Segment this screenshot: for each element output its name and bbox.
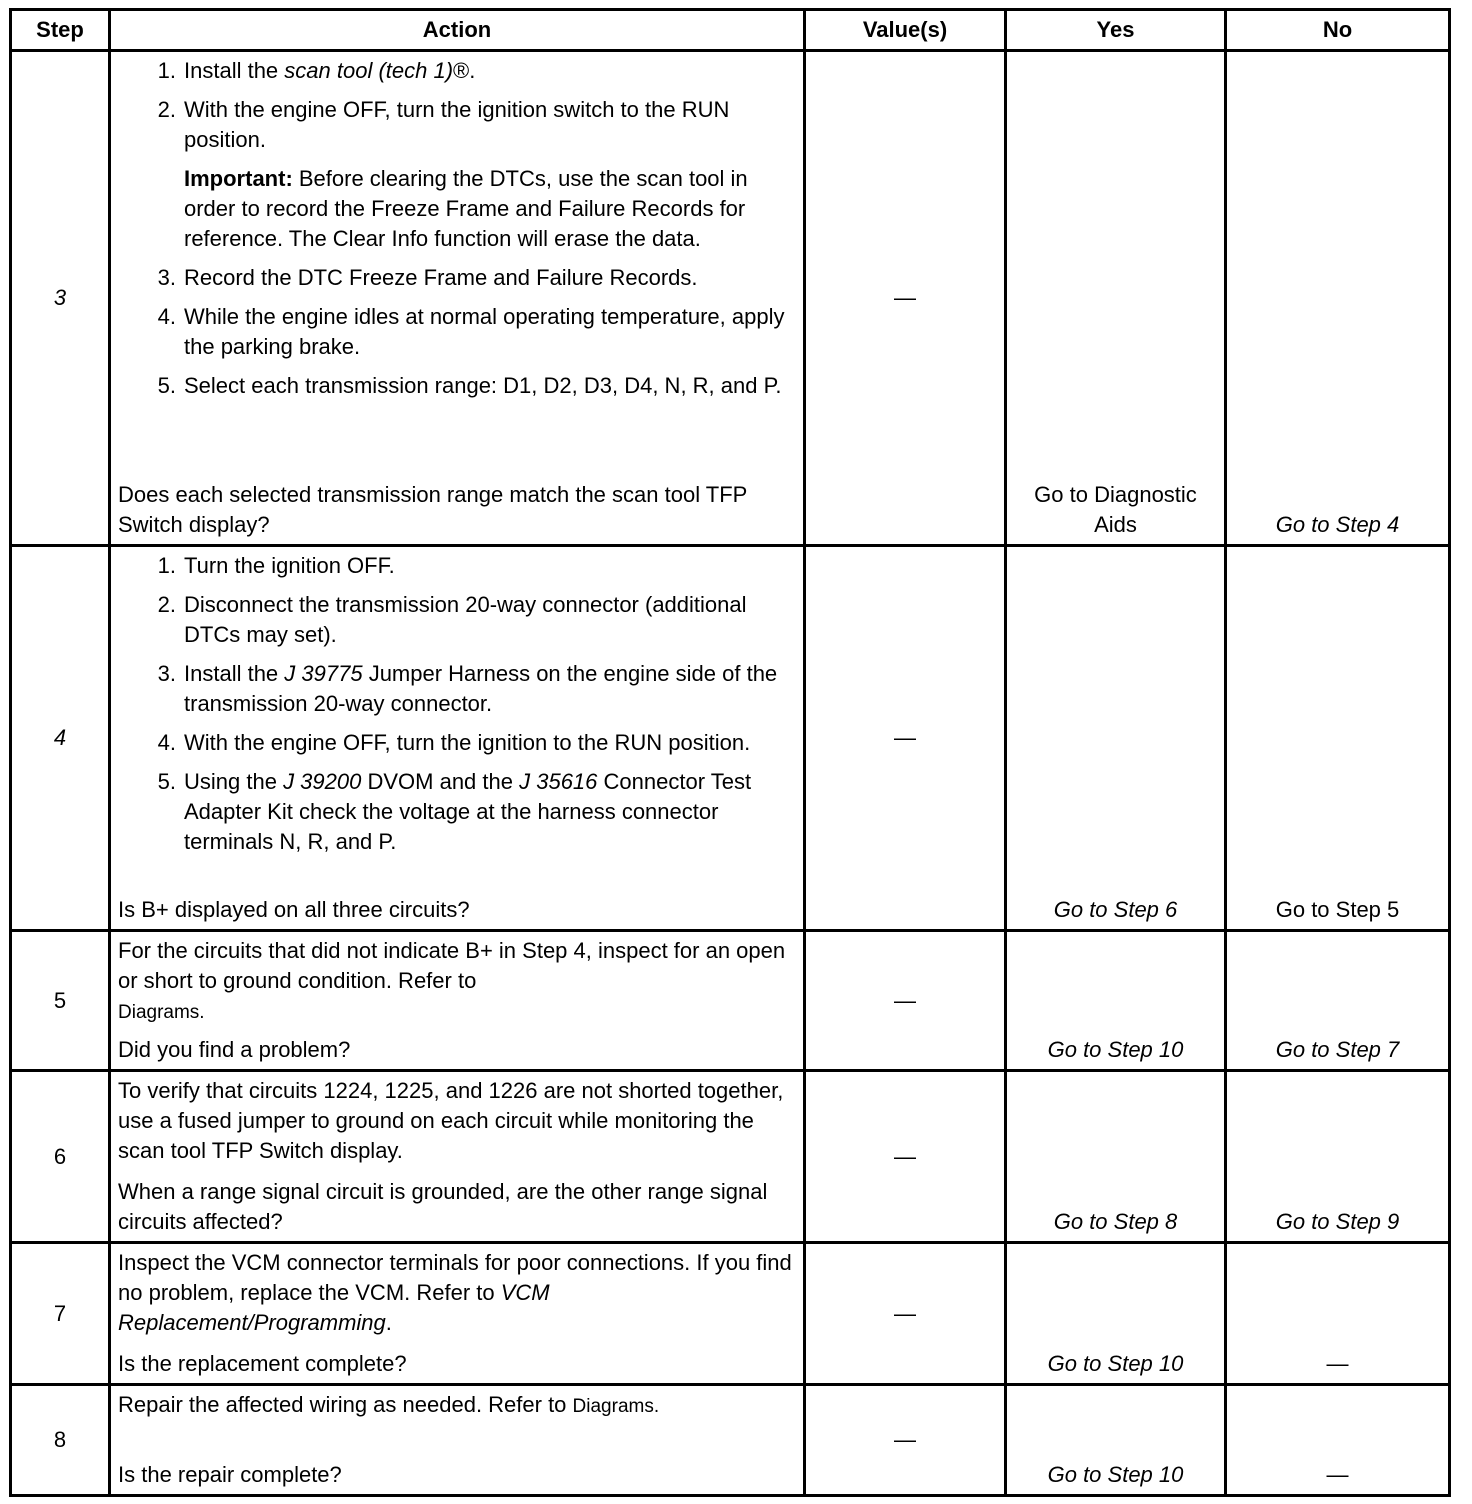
step-number: 3 (11, 51, 110, 546)
action-cell (110, 931, 805, 1071)
list-item: 1. Install the scan tool (tech 1)®. (157, 58, 476, 83)
action-cell (110, 1243, 805, 1385)
yes-cell[interactable]: Go to Step 10 (1006, 931, 1226, 1071)
yes-cell[interactable]: Go to Step 8 (1006, 1071, 1226, 1243)
value-cell: — (805, 1243, 1006, 1385)
table-row (11, 546, 1450, 931)
list-item: 5. Using the J 39200 DVOM and the J 35616 Connector Test Adapter Kit check the voltage at the harness connector terminals N, R, and P. (157, 769, 752, 854)
question-text: Did you find a problem? (118, 1037, 351, 1062)
step-number: 8 (11, 1385, 110, 1496)
question-text: Is B+ displayed on all three circuits? (118, 897, 470, 922)
value-cell: — (805, 1385, 1006, 1496)
action-text: For the circuits that did not indicate B+ in Step 4, inspect for an open or short to ground condition. Refer to Diagrams. (118, 938, 786, 1023)
vcm-link[interactable]: VCM Replacement/Programming (118, 1280, 550, 1335)
table-row (11, 51, 1450, 546)
no-cell[interactable]: Go to Step 7 (1226, 931, 1450, 1071)
list-item: 1. Turn the ignition OFF. (157, 553, 395, 578)
question-text: Is the repair complete? (118, 1462, 342, 1487)
value-cell: — (805, 546, 1006, 931)
list-item: 2. With the engine OFF, turn the ignition switch to the RUN position. (157, 97, 730, 152)
list-item: 3. Record the DTC Freeze Frame and Failure Records. (157, 265, 698, 290)
yes-cell[interactable]: Go to Step 6 (1006, 546, 1226, 931)
header-no: No (1226, 10, 1450, 51)
no-cell: — (1226, 1385, 1450, 1496)
diagnostic-table (9, 8, 1451, 1497)
question-text: Is the replacement complete? (118, 1351, 407, 1376)
no-cell[interactable]: Go to Step 4 (1226, 51, 1450, 546)
no-cell: — (1226, 1243, 1450, 1385)
table-row (11, 1385, 1450, 1496)
action-text: Repair the affected wiring as needed. Refer to Diagrams. (118, 1392, 660, 1417)
step-number: 5 (11, 931, 110, 1071)
action-text: To verify that circuits 1224, 1225, and 1226 are not shorted together, use a fused jumper to ground on each circuit while monitoring the scan tool TFP Switch display. (118, 1078, 784, 1163)
action-cell (110, 1385, 805, 1496)
header-values: Value(s) (805, 10, 1006, 51)
value-cell: — (805, 51, 1006, 546)
no-cell[interactable]: Go to Step 5 (1226, 546, 1450, 931)
important-note: Important: Before clearing the DTCs, use the scan tool in order to record the Freeze Frame and Failure Records for reference. The Clear Info function will erase the data. (184, 166, 748, 251)
action-cell (110, 51, 805, 546)
no-cell[interactable]: Go to Step 9 (1226, 1071, 1450, 1243)
list-item: 4. With the engine OFF, turn the ignition to the RUN position. (157, 730, 751, 755)
question-text: When a range signal circuit is grounded, are the other range signal circuits affected? (118, 1179, 768, 1234)
header-yes: Yes (1006, 10, 1226, 51)
step-number: 6 (11, 1071, 110, 1243)
action-cell (110, 1071, 805, 1243)
table-row (11, 1071, 1450, 1243)
action-text: Inspect the VCM connector terminals for poor connections. If you find no problem, replace the VCM. Refer to VCM Replacement/Programming. (118, 1250, 792, 1335)
list-item: 5. Select each transmission range: D1, D2, D3, D4, N, R, and P. (157, 373, 782, 398)
yes-cell[interactable]: Go to Step 10 (1006, 1243, 1226, 1385)
step-number: 4 (11, 546, 110, 931)
yes-cell (1006, 51, 1226, 546)
diagrams-link[interactable]: Diagrams. (118, 1002, 205, 1023)
yes-link[interactable]: Go to Diagnostic Aids (1034, 482, 1197, 537)
header-step: Step (11, 10, 110, 51)
header-row (11, 10, 1450, 51)
header-action: Action (110, 10, 805, 51)
diagrams-link[interactable]: Diagrams. (572, 1396, 660, 1417)
question-text: Does each selected transmission range match the scan tool TFP Switch display? (118, 482, 747, 537)
step-number: 7 (11, 1243, 110, 1385)
table-row (11, 931, 1450, 1071)
value-cell: — (805, 1071, 1006, 1243)
list-item: 3. Install the J 39775 Jumper Harness on the engine side of the transmission 20-way connector. (157, 661, 778, 716)
yes-cell[interactable]: Go to Step 10 (1006, 1385, 1226, 1496)
action-cell (110, 546, 805, 931)
value-cell: — (805, 931, 1006, 1071)
list-item: 2. Disconnect the transmission 20-way connector (additional DTCs may set). (157, 592, 747, 647)
table-row (11, 1243, 1450, 1385)
list-item: 4. While the engine idles at normal operating temperature, apply the parking brake. (157, 304, 785, 359)
